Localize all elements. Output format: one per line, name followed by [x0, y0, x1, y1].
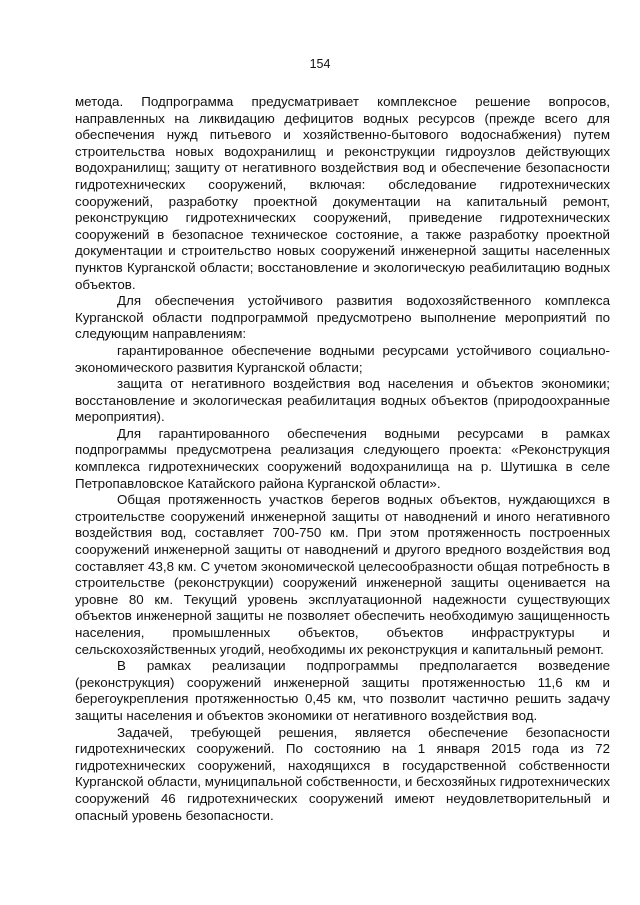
paragraph-8: Задачей, требующей решения, является обеспечение безопасности гидротехнических сооружений. По состоянию на 1 января 2015 года из 72 гидротехнических сооружений, находящихся в государственной собственности Курганской области, муниципальной собственности, и бесхозяйных гидротехнических сооружений 46 гидротехнических сооружений имеют неудовлетворительный и опасный уровень безопасности. — [75, 724, 610, 823]
paragraph-6: Общая протяженность участков берегов водных объектов, нуждающихся в строительстве сооружений инженерной защиты от наводнений и иного негативного воздействия вод, составляет 700-750 км. При этом протяженность построенных сооружений инженерной защиты от наводнений и другого вредного воздействия вод составляет 43,8 км. С учетом экономической целесообразности общая потребность в строительстве (реконструкции) сооружений инженерной защиты оценивается на уровне 80 км. Текущий уровень эксплуатационной надежности существующих объектов инженерной защиты не позволяет обеспечить необходимую защищенность населения, промышленных объектов, объектов инфраструктуры и сельскохозяйственных угодий, необходимы их реконструкция и капитальный ремонт. — [75, 492, 610, 657]
paragraph-5: Для гарантированного обеспечения водными ресурсами в рамках подпрограммы предусмотрена реализация следующего проекта: «Реконструкция комплекса гидротехнических сооружений водохранилища на р. Шутишка в селе Петропавловское Катайского района Курганской области». — [75, 425, 610, 491]
paragraph-2: Для обеспечения устойчивого развития водохозяйственного комплекса Курганской области подпрограммой предусмотрено выполнение мероприятий по следующим направлениям: — [75, 293, 610, 342]
page-number: 154 — [309, 57, 331, 71]
paragraph-1: метода. Подпрограмма предусматривает комплексное решение вопросов, направленных на ликвидацию дефицитов водных ресурсов (прежде всего для обеспечения нужд питьевого и хозяйственно-бытового водоснабжения) путем строительства новых водохранилищ и реконструкции гидроузлов действующих водохранилищ; защиту от негативного воздействия вод и обеспечение безопасности гидротехнических сооружений, включая: обследование гидротехнических сооружений, разработку проектной документации на капитальный ремонт, реконструкцию гидротехнических сооружений, приведение гидротехнических сооружений в безопасное техническое состояние, а также разработку проектной документации и строительство новых сооружений инженерной защиты населенных пунктов Курганской области; восстановление и экологическую реабилитацию водных объектов. — [75, 94, 610, 292]
body-text — [75, 94, 610, 824]
paragraph-7: В рамках реализации подпрограммы предполагается возведение (реконструкция) сооружений инженерной защиты протяженностью 11,6 км и берегоукрепления протяженностью 0,45 км, что позволит частично решить задачу защиты населения и объектов экономики от негативного воздействия вод. — [75, 658, 610, 723]
paragraph-4: защита от негативного воздействия вод населения и объектов экономики; восстановление и экологическая реабилитация водных объектов (природоохранные мероприятия). — [75, 376, 610, 425]
paragraph-3: гарантированное обеспечение водными ресурсами устойчивого социально-экономического развития Курганской области; — [75, 342, 610, 375]
